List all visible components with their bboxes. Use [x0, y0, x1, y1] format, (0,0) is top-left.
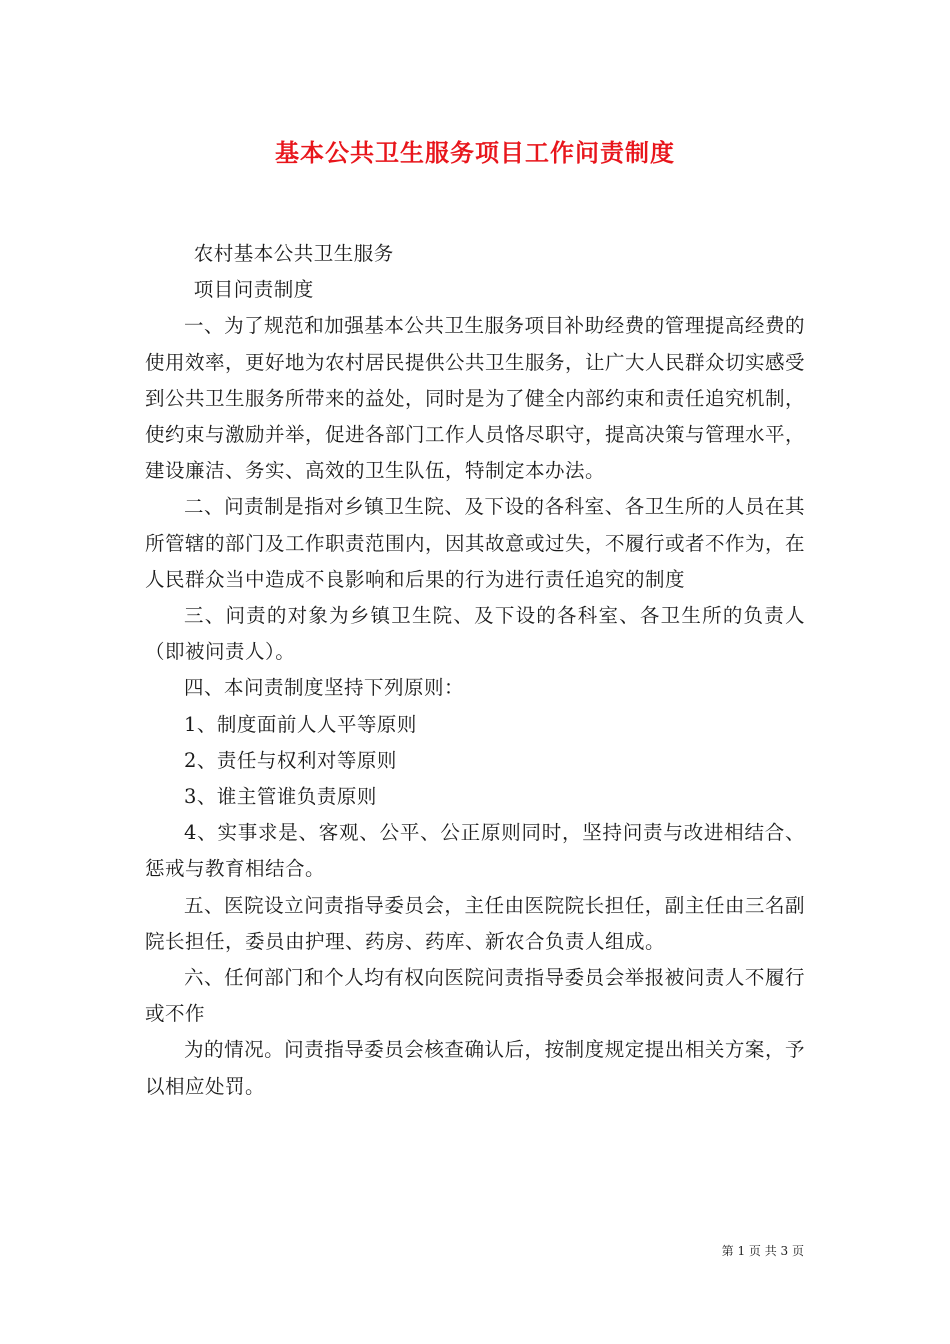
paragraph-clause-3: 三、问责的对象为乡镇卫生院、及下设的各科室、各卫生所的负责人（即被问责人）。	[145, 604, 805, 664]
paragraph-heading-2: 项目问责制度	[193, 278, 314, 302]
paragraph-heading-1: 农村基本公共卫生服务	[193, 242, 394, 265]
principle-item-3: 3、谁主管谁负责原则	[184, 785, 377, 809]
paragraph-clause-4: 四、本问责制度坚持下列原则：	[184, 676, 465, 700]
document-body	[145, 236, 805, 1105]
paragraph-clause-1: 一、为了规范和加强基本公共卫生服务项目补助经费的管理提高经费的使用效率，更好地为农村居民提供公共卫生服务，让广大人民群众切实感受到公共卫生服务所带来的益处，同时是为了健全内部约束和责任追究机制，使约束与激励并举，促进各部门工作人员恪尽职守，提高决策与管理水平，建设廉洁、务实、高效的卫生队伍，特制定本办法。	[145, 314, 806, 483]
document-title: 基本公共卫生服务项目工作问责制度	[275, 138, 675, 167]
paragraph-clause-5: 五、医院设立问责指导委员会，主任由医院院长担任，副主任由三名副院长担任，委员由护理、药房、药库、新农合负责人组成。	[145, 893, 805, 953]
principle-item-2: 2、责任与权利对等原则	[184, 748, 397, 772]
paragraph-clause-6: 六、任何部门和个人均有权向医院问责指导委员会举报被问责人不履行或不作	[145, 966, 805, 1026]
principle-item-1: 1、制度面前人人平等原则	[184, 712, 417, 736]
paragraph-clause-6-continued: 为的情况。问责指导委员会核查确认后，按制度规定提出相关方案，予以相应处罚。	[145, 1038, 805, 1098]
principle-item-4: 4、实事求是、客观、公平、公正原则同时，坚持问责与改进相结合、惩戒与教育相结合。	[145, 821, 805, 881]
page-number-indicator: 第 1 页 共 3 页	[721, 1244, 804, 1258]
paragraph-clause-2: 二、问责制是指对乡镇卫生院、及下设的各科室、各卫生所的人员在其所管辖的部门及工作职责范围内，因其故意或过失，不履行或者不作为，在人民群众当中造成不良影响和后果的行为进行责任追究的制度	[145, 495, 806, 591]
